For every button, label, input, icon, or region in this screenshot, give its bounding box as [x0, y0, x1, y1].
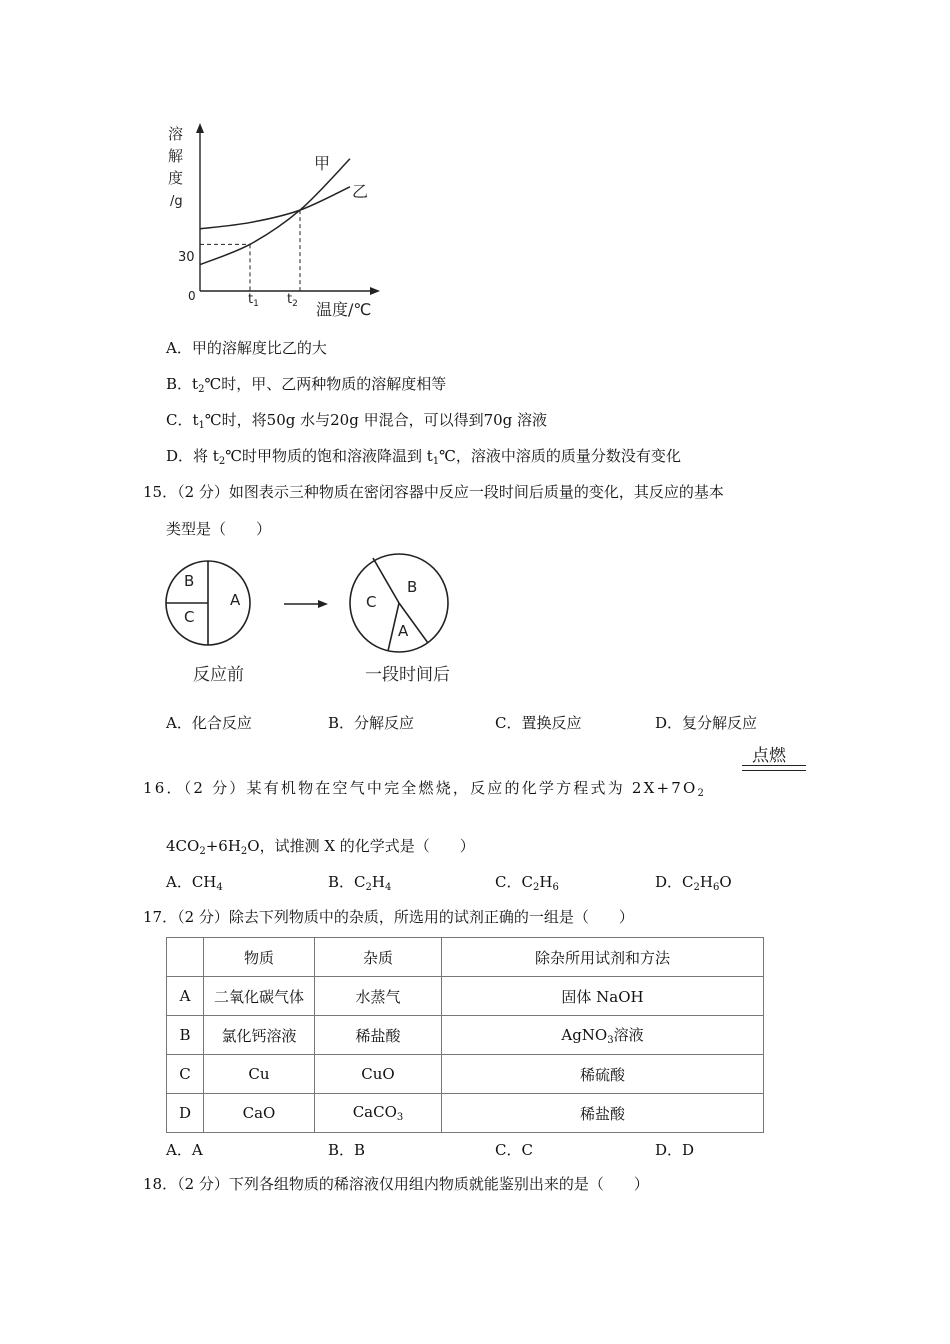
- reaction-pie-figure: [160, 548, 470, 693]
- y-axis-label-3: 度: [168, 169, 184, 187]
- method-cell: 固体 NaOH: [442, 977, 764, 1016]
- q16-stem-line2: $4CO_2+6H_2O$，试推测 X 的化学式是（ ）: [166, 837, 475, 857]
- substance-cell: CaO: [204, 1094, 315, 1133]
- q15-option-d: D．复分解反应: [655, 714, 758, 732]
- q15-option-c: C．置换反应: [495, 714, 582, 732]
- q15-option-b: B．分解反应: [328, 714, 415, 732]
- q14-option-b: B．$t_2℃$时，甲、乙两种物质的溶解度相等: [166, 375, 447, 395]
- table-header-row: [167, 938, 764, 977]
- pie-after-slice-c: C: [366, 593, 377, 611]
- series-label-jia: 甲: [314, 153, 331, 173]
- substance-cell: 二氧化碳气体: [204, 977, 315, 1016]
- q14-option-a: A．甲的溶解度比乙的大: [166, 339, 327, 357]
- curve-jia: [200, 159, 350, 265]
- pie-after-divider-1: [373, 558, 399, 603]
- q15-number: 15．: [143, 483, 178, 501]
- origin-label: 0: [188, 289, 196, 303]
- q15-stem-line2: 类型是（ ）: [166, 520, 272, 538]
- row-id: A: [167, 977, 204, 1016]
- q16-number: 16．: [143, 779, 184, 797]
- header-cell: 除杂所用试剂和方法: [442, 938, 764, 977]
- q16-option-c: C．$C_2H_6$: [495, 873, 559, 893]
- q17-option-b: B．B: [328, 1141, 366, 1159]
- table-row: [167, 1055, 764, 1094]
- before-label: 反应前: [193, 665, 244, 685]
- y-axis-label-2: 解: [168, 147, 184, 165]
- q17-stem: 17．（2 分）除去下列物质中的杂质，所选用的试剂正确的一组是（ ）: [143, 908, 634, 926]
- reaction-condition: 点燃: [752, 746, 786, 766]
- pie-after-slice-b: B: [407, 578, 418, 596]
- pie-before-slice-c: C: [184, 608, 195, 626]
- substance-cell: 氯化钙溶液: [204, 1016, 315, 1055]
- impurity-cell: CaCO$_3$: [315, 1094, 442, 1133]
- header-cell: [167, 938, 204, 977]
- q15-stem: 15．（2 分）如图表示三种物质在密闭容器中反应一段时间后质量的变化，其反应的基本: [143, 483, 724, 501]
- table-row: [167, 977, 764, 1016]
- substance-cell: Cu: [204, 1055, 315, 1094]
- q15-option-a: A．化合反应: [166, 714, 252, 732]
- impurity-cell: 水蒸气: [315, 977, 442, 1016]
- reaction-equals-sign: [742, 765, 806, 771]
- q16-stem: 16．（2 分）某有机物在空气中完全燃烧，反应的化学方程式为 $2X+7O_2$: [143, 779, 707, 799]
- pie-before-slice-b: B: [184, 572, 195, 590]
- impurity-cell: CuO: [315, 1055, 442, 1094]
- table-row: [167, 1016, 764, 1055]
- pie-before-slice-a: A: [230, 591, 241, 609]
- q17-option-c: C．C: [495, 1141, 533, 1159]
- q18-number: 18．: [143, 1175, 178, 1193]
- x-axis-label: 温度/℃: [316, 300, 372, 319]
- q16-option-b: B．$C_2H_4$: [328, 873, 392, 893]
- row-id: B: [167, 1016, 204, 1055]
- q14-option-d: D．将 $t_2℃$时甲物质的饱和溶液降温到 $t_1℃$，溶液中溶质的质量分数没有变化: [166, 447, 681, 467]
- x-tick-t1: $t_1$: [248, 292, 259, 309]
- q18-stem: 18．（2 分）下列各组物质的稀溶液仅用组内物质就能鉴别出来的是（ ）: [143, 1175, 649, 1193]
- arrow-head: [318, 600, 328, 608]
- x-tick-t2: $t_2$: [287, 292, 298, 309]
- pie-after-slice-a: A: [398, 622, 409, 640]
- curve-yi: [200, 187, 350, 229]
- q17-table: [166, 937, 764, 1133]
- y-axis-label-1: 溶: [168, 125, 184, 143]
- q17-number: 17．: [143, 908, 178, 926]
- q16-option-a: A．$CH_4$: [166, 873, 223, 893]
- row-id: C: [167, 1055, 204, 1094]
- q17-option-a: A．A: [166, 1141, 203, 1159]
- table-row: [167, 1094, 764, 1133]
- q17-option-d: D．D: [655, 1141, 695, 1159]
- impurity-cell: 稀盐酸: [315, 1016, 442, 1055]
- y-axis-arrow: [196, 123, 204, 133]
- row-id: D: [167, 1094, 204, 1133]
- method-cell: 稀硫酸: [442, 1055, 764, 1094]
- y-tick-label: 30: [178, 250, 195, 265]
- method-cell: 稀盐酸: [442, 1094, 764, 1133]
- y-axis-unit: /g: [170, 194, 183, 209]
- after-label: 一段时间后: [365, 665, 450, 685]
- method-cell: AgNO$_3$溶液: [442, 1016, 764, 1055]
- series-label-yi: 乙: [352, 181, 369, 201]
- header-cell: 杂质: [315, 938, 442, 977]
- q16-option-d: D．$C_2H_6O$: [655, 873, 732, 893]
- q14-option-c: C．$t_1℃$时，将50g 水与20g 甲混合，可以得到70g 溶液: [166, 411, 548, 431]
- solubility-chart: [150, 115, 390, 325]
- x-axis-arrow: [370, 287, 380, 295]
- header-cell: 物质: [204, 938, 315, 977]
